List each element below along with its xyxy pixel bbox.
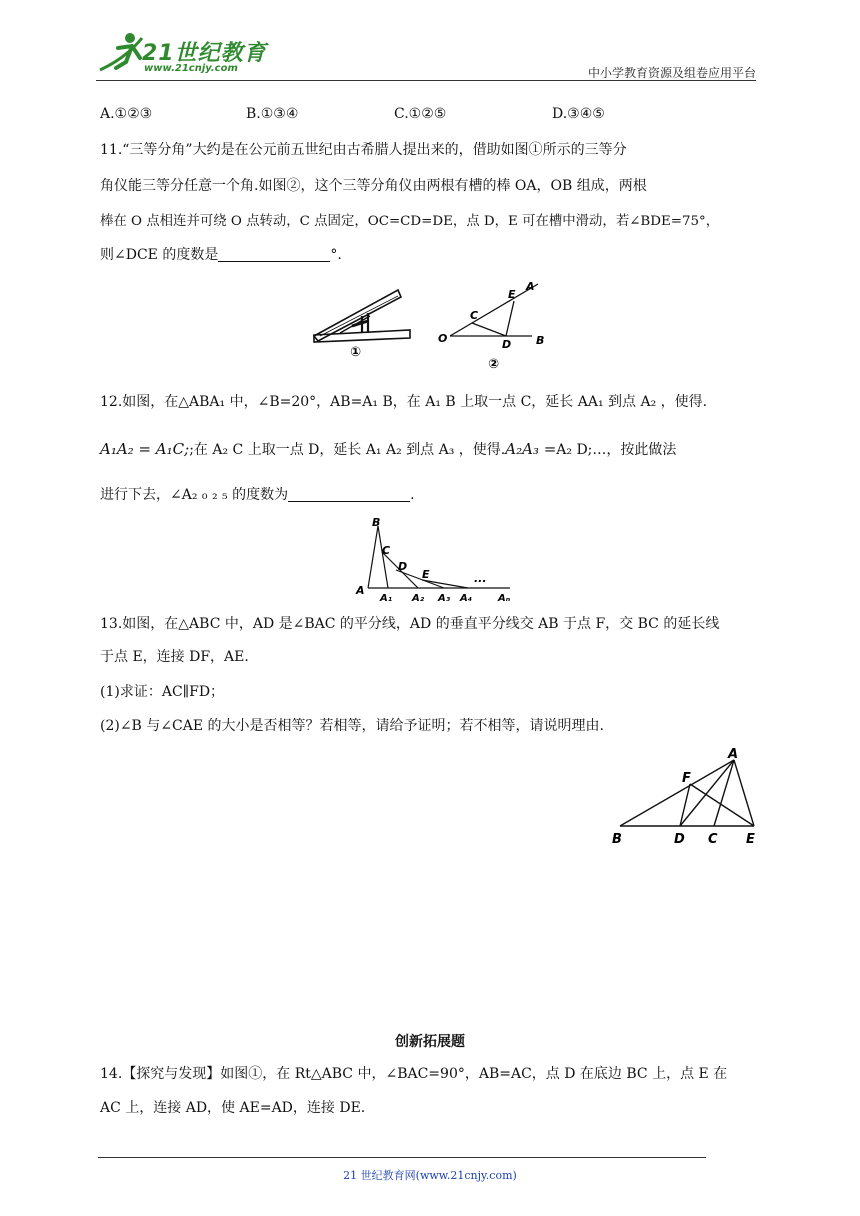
option-b: B.①③④ bbox=[246, 106, 299, 122]
q13-line1: 13.如图，在△ABC 中，AD 是∠BAC 的平分线，AD 的垂直平分线交 AB 于点 F，交 BC 的延长线 bbox=[100, 616, 720, 632]
triangle-bisector-figure bbox=[606, 744, 766, 850]
fig1-caption: ① bbox=[350, 345, 362, 358]
q14-line2: AC 上，连接 AD，使 AE=AD，连接 DE. bbox=[100, 1100, 366, 1116]
option-c: C.①②⑤ bbox=[394, 106, 447, 122]
fig12-label-c: C bbox=[382, 544, 391, 557]
q12-answer-blank[interactable] bbox=[288, 487, 410, 502]
q12-line2-text: ;在 A₂ C 上取一点 D，延长 A₁ A₂ 到点 A₃ ，使得. bbox=[189, 442, 506, 458]
section-title: 创新拓展题 bbox=[395, 1034, 465, 1050]
q11-line4 bbox=[100, 247, 342, 262]
fig13-label-a: A bbox=[728, 747, 739, 762]
q12-line2-end: A₂ D;…，按此做法 bbox=[556, 442, 677, 458]
q11-line4-text: 则∠DCE 的度数是 bbox=[100, 247, 219, 263]
fig12-label-a3: A₃ bbox=[438, 593, 451, 604]
header-divider bbox=[96, 80, 756, 81]
fig2-label-o: O bbox=[438, 332, 448, 345]
footer-link[interactable]: 21 世纪教育网(www.21cnjy.com) bbox=[343, 1169, 517, 1182]
fig13-label-b: B bbox=[612, 832, 622, 847]
fig12-label-a4: A₄ bbox=[460, 593, 473, 604]
fig2-label-e: E bbox=[508, 288, 516, 301]
fig2-label-c: C bbox=[470, 309, 479, 322]
header-tagline: 中小学教育资源及组卷应用平台 bbox=[587, 66, 756, 80]
q13-line2: 于点 E，连接 DF，AE. bbox=[100, 649, 249, 665]
fig12-dots: ... bbox=[474, 572, 487, 585]
fig2-caption: ② bbox=[488, 357, 500, 372]
q11-line2: 角仪能三等分任意一个角.如图②，这个三等分角仪由两根有槽的棒 OA，OB 组成，两根 bbox=[100, 178, 647, 194]
fig13-label-e: E bbox=[746, 832, 755, 847]
q11-answer-blank[interactable] bbox=[218, 247, 330, 262]
trisector-figure-2 bbox=[436, 276, 556, 372]
fig13-label-c: C bbox=[708, 832, 718, 847]
q12-math2: A₂A₃ = bbox=[505, 440, 557, 458]
angle-chain-figure bbox=[350, 512, 520, 604]
fig12-label-d: D bbox=[398, 560, 408, 573]
option-a: A.①②③ bbox=[100, 106, 153, 122]
option-d: D.③④⑤ bbox=[552, 106, 605, 122]
logo-url: www.21cnjy.com bbox=[144, 63, 238, 74]
fig13-label-f: F bbox=[682, 771, 691, 786]
q12-line1: 12.如图，在△ABA₁ 中，∠B=20°，AB=A₁ B，在 A₁ B 上取一点 C，延长 AA₁ 到点 A₂ ，使得. bbox=[100, 394, 708, 410]
q13-part1: (1)求证：AC∥FD； bbox=[100, 684, 225, 700]
fig13-label-d: D bbox=[674, 832, 685, 847]
logo-text: 21世纪教育 bbox=[142, 41, 267, 66]
q11-line1: 11.“三等分角”大约是在公元前五世纪由古希腊人提出来的，借助如图①所示的三等分 bbox=[100, 142, 627, 158]
fig12-label-a1: A₁ bbox=[380, 593, 393, 604]
q12-line3 bbox=[100, 487, 415, 502]
fig2-label-a: A bbox=[526, 280, 535, 293]
fig12-label-an: Aₙ bbox=[498, 593, 511, 604]
q12-line2 bbox=[100, 442, 676, 457]
fig12-label-e: E bbox=[422, 568, 430, 581]
fig2-label-b: B bbox=[536, 334, 545, 347]
q12-line3-text: 进行下去，∠A₂ ₀ ₂ ₅ 的度数为 bbox=[100, 487, 289, 503]
q11-line4-end: °. bbox=[330, 247, 342, 263]
q11-line3: 棒在 O 点相连并可绕 O 点转动，C 点固定，OC=CD=DE，点 D，E 可在槽中滑动，若∠BDE=75°， bbox=[100, 214, 720, 229]
q12-line3-end: . bbox=[410, 487, 415, 503]
q14-line1: 14.【探究与发现】如图①，在 Rt△ABC 中，∠BAC=90°，AB=AC，点 D 在底边 BC 上，点 E 在 bbox=[100, 1066, 728, 1082]
q12-math1: A₁A₂ = A₁C; bbox=[100, 440, 190, 458]
fig12-label-b: B bbox=[372, 516, 381, 529]
footer-divider bbox=[98, 1157, 706, 1158]
fig12-label-a2: A₂ bbox=[412, 593, 425, 604]
fig12-label-a: A bbox=[356, 584, 365, 597]
fig2-label-d: D bbox=[502, 338, 512, 351]
trisector-figure-1 bbox=[310, 288, 415, 358]
q13-part2: (2)∠B 与∠CAE 的大小是否相等？若相等，请给予证明；若不相等，请说明理由. bbox=[100, 718, 604, 734]
